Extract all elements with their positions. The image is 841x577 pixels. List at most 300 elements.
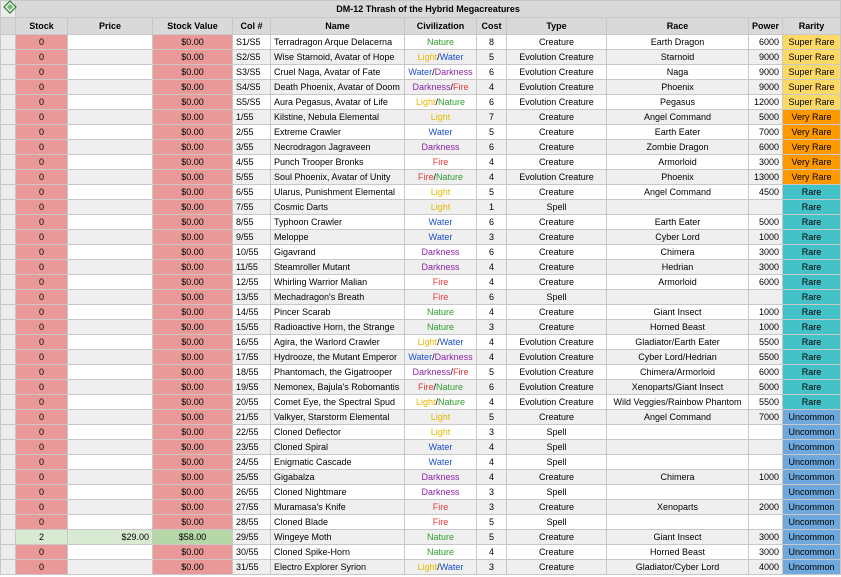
- stock-cell[interactable]: 0: [16, 65, 68, 80]
- cost-cell[interactable]: 4: [477, 395, 507, 410]
- power-cell[interactable]: [749, 290, 783, 305]
- card-name-cell[interactable]: Cloned Spiral: [271, 440, 405, 455]
- price-cell[interactable]: [68, 95, 153, 110]
- civilization-cell[interactable]: [405, 335, 477, 350]
- civilization-cell[interactable]: [405, 140, 477, 155]
- race-cell[interactable]: [607, 440, 749, 455]
- civilization-cell[interactable]: [405, 320, 477, 335]
- power-cell[interactable]: 6000: [749, 140, 783, 155]
- race-cell[interactable]: Earth Eater: [607, 125, 749, 140]
- price-cell[interactable]: [68, 215, 153, 230]
- card-name-cell[interactable]: Wise Starnoid, Avatar of Hope: [271, 50, 405, 65]
- cost-cell[interactable]: 6: [477, 215, 507, 230]
- col-number-cell[interactable]: 1/55: [233, 110, 271, 125]
- price-cell[interactable]: [68, 395, 153, 410]
- card-name-cell[interactable]: Cloned Deflector: [271, 425, 405, 440]
- civilization-cell[interactable]: [405, 215, 477, 230]
- stock-value-cell[interactable]: $0.00: [153, 440, 233, 455]
- header-col-number[interactable]: Col #: [233, 18, 271, 35]
- power-cell[interactable]: 6000: [749, 35, 783, 50]
- rarity-cell[interactable]: Rare: [783, 290, 841, 305]
- cost-cell[interactable]: 6: [477, 245, 507, 260]
- civilization-cell[interactable]: [405, 350, 477, 365]
- cost-cell[interactable]: 3: [477, 320, 507, 335]
- stock-cell[interactable]: 0: [16, 320, 68, 335]
- power-cell[interactable]: 3000: [749, 260, 783, 275]
- power-cell[interactable]: [749, 515, 783, 530]
- price-cell[interactable]: [68, 125, 153, 140]
- rarity-cell[interactable]: Uncommon: [783, 410, 841, 425]
- race-cell[interactable]: Cyber Lord/Hedrian: [607, 350, 749, 365]
- col-number-cell[interactable]: 21/55: [233, 410, 271, 425]
- col-number-cell[interactable]: 26/55: [233, 485, 271, 500]
- type-cell[interactable]: Creature: [507, 305, 607, 320]
- cost-cell[interactable]: 4: [477, 545, 507, 560]
- power-cell[interactable]: [749, 455, 783, 470]
- civilization-cell[interactable]: [405, 290, 477, 305]
- stock-cell[interactable]: 0: [16, 425, 68, 440]
- card-name-cell[interactable]: Electro Explorer Syrion: [271, 560, 405, 575]
- col-number-cell[interactable]: 14/55: [233, 305, 271, 320]
- cost-cell[interactable]: 3: [477, 500, 507, 515]
- power-cell[interactable]: 3000: [749, 155, 783, 170]
- type-cell[interactable]: Creature: [507, 155, 607, 170]
- card-name-cell[interactable]: Cosmic Darts: [271, 200, 405, 215]
- price-cell[interactable]: [68, 545, 153, 560]
- col-number-cell[interactable]: 23/55: [233, 440, 271, 455]
- col-number-cell[interactable]: 15/55: [233, 320, 271, 335]
- stock-value-cell[interactable]: $0.00: [153, 65, 233, 80]
- type-cell[interactable]: Evolution Creature: [507, 95, 607, 110]
- type-cell[interactable]: Evolution Creature: [507, 50, 607, 65]
- rarity-cell[interactable]: Uncommon: [783, 440, 841, 455]
- rarity-cell[interactable]: Uncommon: [783, 500, 841, 515]
- race-cell[interactable]: Earth Eater: [607, 215, 749, 230]
- type-cell[interactable]: Spell: [507, 440, 607, 455]
- cost-cell[interactable]: 3: [477, 485, 507, 500]
- card-name-cell[interactable]: Cloned Nightmare: [271, 485, 405, 500]
- power-cell[interactable]: 9000: [749, 50, 783, 65]
- rarity-cell[interactable]: Uncommon: [783, 560, 841, 575]
- rarity-cell[interactable]: Rare: [783, 260, 841, 275]
- stock-value-cell[interactable]: $0.00: [153, 335, 233, 350]
- price-cell[interactable]: [68, 485, 153, 500]
- cost-cell[interactable]: 6: [477, 95, 507, 110]
- cost-cell[interactable]: 6: [477, 290, 507, 305]
- card-name-cell[interactable]: Cloned Spike-Horn: [271, 545, 405, 560]
- stock-value-cell[interactable]: $0.00: [153, 185, 233, 200]
- type-cell[interactable]: Evolution Creature: [507, 395, 607, 410]
- type-cell[interactable]: Creature: [507, 245, 607, 260]
- civilization-cell[interactable]: [405, 380, 477, 395]
- stock-cell[interactable]: 0: [16, 50, 68, 65]
- civilization-cell[interactable]: [405, 245, 477, 260]
- race-cell[interactable]: Armorloid: [607, 275, 749, 290]
- civilization-cell[interactable]: [405, 545, 477, 560]
- stock-value-cell[interactable]: $0.00: [153, 560, 233, 575]
- race-cell[interactable]: Zombie Dragon: [607, 140, 749, 155]
- stock-value-cell[interactable]: $0.00: [153, 155, 233, 170]
- cost-cell[interactable]: 4: [477, 155, 507, 170]
- price-cell[interactable]: [68, 560, 153, 575]
- stock-value-cell[interactable]: $0.00: [153, 260, 233, 275]
- cost-cell[interactable]: 6: [477, 140, 507, 155]
- power-cell[interactable]: 1000: [749, 470, 783, 485]
- civilization-cell[interactable]: [405, 80, 477, 95]
- stock-cell[interactable]: 0: [16, 290, 68, 305]
- civilization-cell[interactable]: [405, 125, 477, 140]
- stock-cell[interactable]: 0: [16, 275, 68, 290]
- card-name-cell[interactable]: Meloppe: [271, 230, 405, 245]
- stock-cell[interactable]: 0: [16, 155, 68, 170]
- stock-value-cell[interactable]: $0.00: [153, 110, 233, 125]
- sheet-corner[interactable]: [1, 1, 16, 18]
- cost-cell[interactable]: 1: [477, 200, 507, 215]
- rarity-cell[interactable]: Rare: [783, 245, 841, 260]
- stock-value-cell[interactable]: $0.00: [153, 125, 233, 140]
- civilization-cell[interactable]: [405, 50, 477, 65]
- col-number-cell[interactable]: 11/55: [233, 260, 271, 275]
- type-cell[interactable]: Creature: [507, 470, 607, 485]
- price-cell[interactable]: [68, 35, 153, 50]
- race-cell[interactable]: Horned Beast: [607, 320, 749, 335]
- price-cell[interactable]: [68, 200, 153, 215]
- race-cell[interactable]: Chimera: [607, 470, 749, 485]
- stock-cell[interactable]: 0: [16, 260, 68, 275]
- stock-cell[interactable]: 0: [16, 230, 68, 245]
- race-cell[interactable]: [607, 200, 749, 215]
- civilization-cell[interactable]: [405, 200, 477, 215]
- race-cell[interactable]: Wild Veggies/Rainbow Phantom: [607, 395, 749, 410]
- stock-value-cell[interactable]: $0.00: [153, 95, 233, 110]
- rarity-cell[interactable]: Uncommon: [783, 425, 841, 440]
- header-name[interactable]: Name: [271, 18, 405, 35]
- type-cell[interactable]: Evolution Creature: [507, 350, 607, 365]
- card-name-cell[interactable]: Steamroller Mutant: [271, 260, 405, 275]
- stock-cell[interactable]: 0: [16, 35, 68, 50]
- rarity-cell[interactable]: Rare: [783, 275, 841, 290]
- stock-cell[interactable]: 0: [16, 395, 68, 410]
- rarity-cell[interactable]: Uncommon: [783, 530, 841, 545]
- type-cell[interactable]: Spell: [507, 515, 607, 530]
- col-number-cell[interactable]: 2/55: [233, 125, 271, 140]
- header-type[interactable]: Type: [507, 18, 607, 35]
- power-cell[interactable]: [749, 485, 783, 500]
- price-cell[interactable]: [68, 65, 153, 80]
- cost-cell[interactable]: 5: [477, 185, 507, 200]
- stock-value-cell[interactable]: $0.00: [153, 395, 233, 410]
- civilization-cell[interactable]: [405, 365, 477, 380]
- col-number-cell[interactable]: 22/55: [233, 425, 271, 440]
- cost-cell[interactable]: 4: [477, 170, 507, 185]
- price-cell[interactable]: [68, 155, 153, 170]
- stock-cell[interactable]: 0: [16, 545, 68, 560]
- rarity-cell[interactable]: Rare: [783, 365, 841, 380]
- cost-cell[interactable]: 4: [477, 350, 507, 365]
- power-cell[interactable]: 5000: [749, 110, 783, 125]
- header-stock[interactable]: Stock: [16, 18, 68, 35]
- price-cell[interactable]: [68, 305, 153, 320]
- type-cell[interactable]: Creature: [507, 215, 607, 230]
- price-cell[interactable]: [68, 170, 153, 185]
- cost-cell[interactable]: 4: [477, 305, 507, 320]
- rarity-cell[interactable]: Super Rare: [783, 35, 841, 50]
- race-cell[interactable]: Cyber Lord: [607, 230, 749, 245]
- col-number-cell[interactable]: 16/55: [233, 335, 271, 350]
- col-number-cell[interactable]: 10/55: [233, 245, 271, 260]
- power-cell[interactable]: 5000: [749, 380, 783, 395]
- cost-cell[interactable]: 5: [477, 50, 507, 65]
- stock-cell[interactable]: 0: [16, 80, 68, 95]
- race-cell[interactable]: [607, 455, 749, 470]
- cost-cell[interactable]: 5: [477, 365, 507, 380]
- rarity-cell[interactable]: Rare: [783, 350, 841, 365]
- stock-value-cell[interactable]: $0.00: [153, 500, 233, 515]
- type-cell[interactable]: Creature: [507, 320, 607, 335]
- civilization-cell[interactable]: [405, 35, 477, 50]
- type-cell[interactable]: Creature: [507, 410, 607, 425]
- col-number-cell[interactable]: 12/55: [233, 275, 271, 290]
- card-name-cell[interactable]: Hydrooze, the Mutant Emperor: [271, 350, 405, 365]
- price-cell[interactable]: [68, 80, 153, 95]
- card-name-cell[interactable]: Kilstine, Nebula Elemental: [271, 110, 405, 125]
- stock-value-cell[interactable]: $58.00: [153, 530, 233, 545]
- type-cell[interactable]: Creature: [507, 500, 607, 515]
- rarity-cell[interactable]: Rare: [783, 320, 841, 335]
- civilization-cell[interactable]: [405, 110, 477, 125]
- stock-cell[interactable]: 0: [16, 305, 68, 320]
- power-cell[interactable]: 4500: [749, 185, 783, 200]
- card-name-cell[interactable]: Punch Trooper Bronks: [271, 155, 405, 170]
- type-cell[interactable]: Creature: [507, 230, 607, 245]
- card-name-cell[interactable]: Ularus, Punishment Elemental: [271, 185, 405, 200]
- price-cell[interactable]: [68, 185, 153, 200]
- stock-cell[interactable]: 0: [16, 380, 68, 395]
- price-cell[interactable]: [68, 380, 153, 395]
- rarity-cell[interactable]: Very Rare: [783, 110, 841, 125]
- rarity-cell[interactable]: Rare: [783, 230, 841, 245]
- power-cell[interactable]: 6000: [749, 275, 783, 290]
- stock-value-cell[interactable]: $0.00: [153, 350, 233, 365]
- type-cell[interactable]: Spell: [507, 200, 607, 215]
- stock-cell[interactable]: 0: [16, 185, 68, 200]
- power-cell[interactable]: 5500: [749, 335, 783, 350]
- civilization-cell[interactable]: [405, 440, 477, 455]
- power-cell[interactable]: 1000: [749, 305, 783, 320]
- power-cell[interactable]: 5500: [749, 395, 783, 410]
- card-name-cell[interactable]: Enigmatic Cascade: [271, 455, 405, 470]
- power-cell[interactable]: 6000: [749, 365, 783, 380]
- stock-value-cell[interactable]: $0.00: [153, 290, 233, 305]
- header-price[interactable]: Price: [68, 18, 153, 35]
- civilization-cell[interactable]: [405, 530, 477, 545]
- price-cell[interactable]: [68, 470, 153, 485]
- stock-value-cell[interactable]: $0.00: [153, 140, 233, 155]
- cost-cell[interactable]: 4: [477, 335, 507, 350]
- race-cell[interactable]: Phoenix: [607, 170, 749, 185]
- type-cell[interactable]: Evolution Creature: [507, 65, 607, 80]
- price-cell[interactable]: [68, 290, 153, 305]
- cost-cell[interactable]: 7: [477, 110, 507, 125]
- power-cell[interactable]: [749, 440, 783, 455]
- type-cell[interactable]: Evolution Creature: [507, 365, 607, 380]
- civilization-cell[interactable]: [405, 305, 477, 320]
- card-name-cell[interactable]: Aura Pegasus, Avatar of Life: [271, 95, 405, 110]
- stock-cell[interactable]: 2: [16, 530, 68, 545]
- col-number-cell[interactable]: 3/55: [233, 140, 271, 155]
- race-cell[interactable]: Starnoid: [607, 50, 749, 65]
- power-cell[interactable]: 7000: [749, 410, 783, 425]
- stock-cell[interactable]: 0: [16, 500, 68, 515]
- stock-cell[interactable]: 0: [16, 95, 68, 110]
- price-cell[interactable]: [68, 335, 153, 350]
- price-cell[interactable]: [68, 500, 153, 515]
- race-cell[interactable]: Naga: [607, 65, 749, 80]
- race-cell[interactable]: Xenoparts: [607, 500, 749, 515]
- card-name-cell[interactable]: Pincer Scarab: [271, 305, 405, 320]
- card-name-cell[interactable]: Cruel Naga, Avatar of Fate: [271, 65, 405, 80]
- card-name-cell[interactable]: Muramasa's Knife: [271, 500, 405, 515]
- power-cell[interactable]: 4000: [749, 560, 783, 575]
- race-cell[interactable]: Angel Command: [607, 110, 749, 125]
- type-cell[interactable]: Evolution Creature: [507, 380, 607, 395]
- col-number-cell[interactable]: 8/55: [233, 215, 271, 230]
- stock-value-cell[interactable]: $0.00: [153, 170, 233, 185]
- col-number-cell[interactable]: 5/55: [233, 170, 271, 185]
- stock-cell[interactable]: 0: [16, 515, 68, 530]
- stock-cell[interactable]: 0: [16, 485, 68, 500]
- civilization-cell[interactable]: [405, 260, 477, 275]
- col-number-cell[interactable]: S1/S5: [233, 35, 271, 50]
- stock-value-cell[interactable]: $0.00: [153, 215, 233, 230]
- race-cell[interactable]: Chimera/Armorloid: [607, 365, 749, 380]
- stock-value-cell[interactable]: $0.00: [153, 275, 233, 290]
- civilization-cell[interactable]: [405, 170, 477, 185]
- stock-value-cell[interactable]: $0.00: [153, 515, 233, 530]
- card-name-cell[interactable]: Soul Phoenix, Avatar of Unity: [271, 170, 405, 185]
- stock-cell[interactable]: 0: [16, 140, 68, 155]
- cost-cell[interactable]: 4: [477, 470, 507, 485]
- price-cell[interactable]: [68, 515, 153, 530]
- cost-cell[interactable]: 5: [477, 125, 507, 140]
- card-name-cell[interactable]: Whirling Warrior Malian: [271, 275, 405, 290]
- cost-cell[interactable]: 4: [477, 80, 507, 95]
- stock-value-cell[interactable]: $0.00: [153, 245, 233, 260]
- stock-cell[interactable]: 0: [16, 335, 68, 350]
- card-name-cell[interactable]: Gigavrand: [271, 245, 405, 260]
- type-cell[interactable]: Creature: [507, 545, 607, 560]
- card-name-cell[interactable]: Nemonex, Bajula's Robomantis: [271, 380, 405, 395]
- rarity-cell[interactable]: Super Rare: [783, 95, 841, 110]
- rarity-cell[interactable]: Uncommon: [783, 545, 841, 560]
- power-cell[interactable]: 9000: [749, 80, 783, 95]
- cost-cell[interactable]: 6: [477, 380, 507, 395]
- type-cell[interactable]: Spell: [507, 290, 607, 305]
- col-number-cell[interactable]: S5/S5: [233, 95, 271, 110]
- race-cell[interactable]: [607, 290, 749, 305]
- col-number-cell[interactable]: 28/55: [233, 515, 271, 530]
- civilization-cell[interactable]: [405, 395, 477, 410]
- price-cell[interactable]: [68, 440, 153, 455]
- stock-cell[interactable]: 0: [16, 215, 68, 230]
- col-number-cell[interactable]: 29/55: [233, 530, 271, 545]
- stock-cell[interactable]: 0: [16, 560, 68, 575]
- col-number-cell[interactable]: 17/55: [233, 350, 271, 365]
- race-cell[interactable]: Chimera: [607, 245, 749, 260]
- header-cost[interactable]: Cost: [477, 18, 507, 35]
- type-cell[interactable]: Creature: [507, 560, 607, 575]
- rarity-cell[interactable]: Rare: [783, 335, 841, 350]
- stock-value-cell[interactable]: $0.00: [153, 470, 233, 485]
- race-cell[interactable]: Angel Command: [607, 410, 749, 425]
- cost-cell[interactable]: 4: [477, 455, 507, 470]
- stock-value-cell[interactable]: $0.00: [153, 305, 233, 320]
- stock-value-cell[interactable]: $0.00: [153, 230, 233, 245]
- card-name-cell[interactable]: Radioactive Horn, the Strange: [271, 320, 405, 335]
- card-name-cell[interactable]: Phantomach, the Gigatrooper: [271, 365, 405, 380]
- race-cell[interactable]: Armorloid: [607, 155, 749, 170]
- card-name-cell[interactable]: Gigabalza: [271, 470, 405, 485]
- col-number-cell[interactable]: 4/55: [233, 155, 271, 170]
- price-cell[interactable]: [68, 245, 153, 260]
- power-cell[interactable]: 12000: [749, 95, 783, 110]
- col-number-cell[interactable]: 20/55: [233, 395, 271, 410]
- civilization-cell[interactable]: [405, 470, 477, 485]
- power-cell[interactable]: [749, 200, 783, 215]
- price-cell[interactable]: [68, 425, 153, 440]
- civilization-cell[interactable]: [405, 425, 477, 440]
- type-cell[interactable]: Spell: [507, 485, 607, 500]
- rarity-cell[interactable]: Uncommon: [783, 485, 841, 500]
- stock-cell[interactable]: 0: [16, 200, 68, 215]
- type-cell[interactable]: Evolution Creature: [507, 80, 607, 95]
- price-cell[interactable]: [68, 365, 153, 380]
- price-cell[interactable]: [68, 350, 153, 365]
- civilization-cell[interactable]: [405, 485, 477, 500]
- rarity-cell[interactable]: Rare: [783, 395, 841, 410]
- race-cell[interactable]: Hedrian: [607, 260, 749, 275]
- price-cell[interactable]: [68, 260, 153, 275]
- type-cell[interactable]: Creature: [507, 530, 607, 545]
- price-cell[interactable]: [68, 140, 153, 155]
- type-cell[interactable]: Spell: [507, 425, 607, 440]
- col-number-cell[interactable]: 19/55: [233, 380, 271, 395]
- civilization-cell[interactable]: [405, 230, 477, 245]
- col-number-cell[interactable]: 9/55: [233, 230, 271, 245]
- type-cell[interactable]: Creature: [507, 185, 607, 200]
- col-number-cell[interactable]: 18/55: [233, 365, 271, 380]
- civilization-cell[interactable]: [405, 560, 477, 575]
- stock-cell[interactable]: 0: [16, 170, 68, 185]
- price-cell[interactable]: [68, 110, 153, 125]
- col-number-cell[interactable]: S2/S5: [233, 50, 271, 65]
- power-cell[interactable]: [749, 425, 783, 440]
- card-name-cell[interactable]: Mechadragon's Breath: [271, 290, 405, 305]
- card-name-cell[interactable]: Terradragon Arque Delacerna: [271, 35, 405, 50]
- stock-cell[interactable]: 0: [16, 245, 68, 260]
- stock-value-cell[interactable]: $0.00: [153, 425, 233, 440]
- power-cell[interactable]: 5500: [749, 350, 783, 365]
- race-cell[interactable]: Earth Dragon: [607, 35, 749, 50]
- rarity-cell[interactable]: Uncommon: [783, 455, 841, 470]
- rarity-cell[interactable]: Very Rare: [783, 155, 841, 170]
- col-number-cell[interactable]: 31/55: [233, 560, 271, 575]
- civilization-cell[interactable]: [405, 515, 477, 530]
- stock-value-cell[interactable]: $0.00: [153, 485, 233, 500]
- race-cell[interactable]: Giant Insect: [607, 305, 749, 320]
- price-cell[interactable]: [68, 275, 153, 290]
- race-cell[interactable]: Gladiator/Earth Eater: [607, 335, 749, 350]
